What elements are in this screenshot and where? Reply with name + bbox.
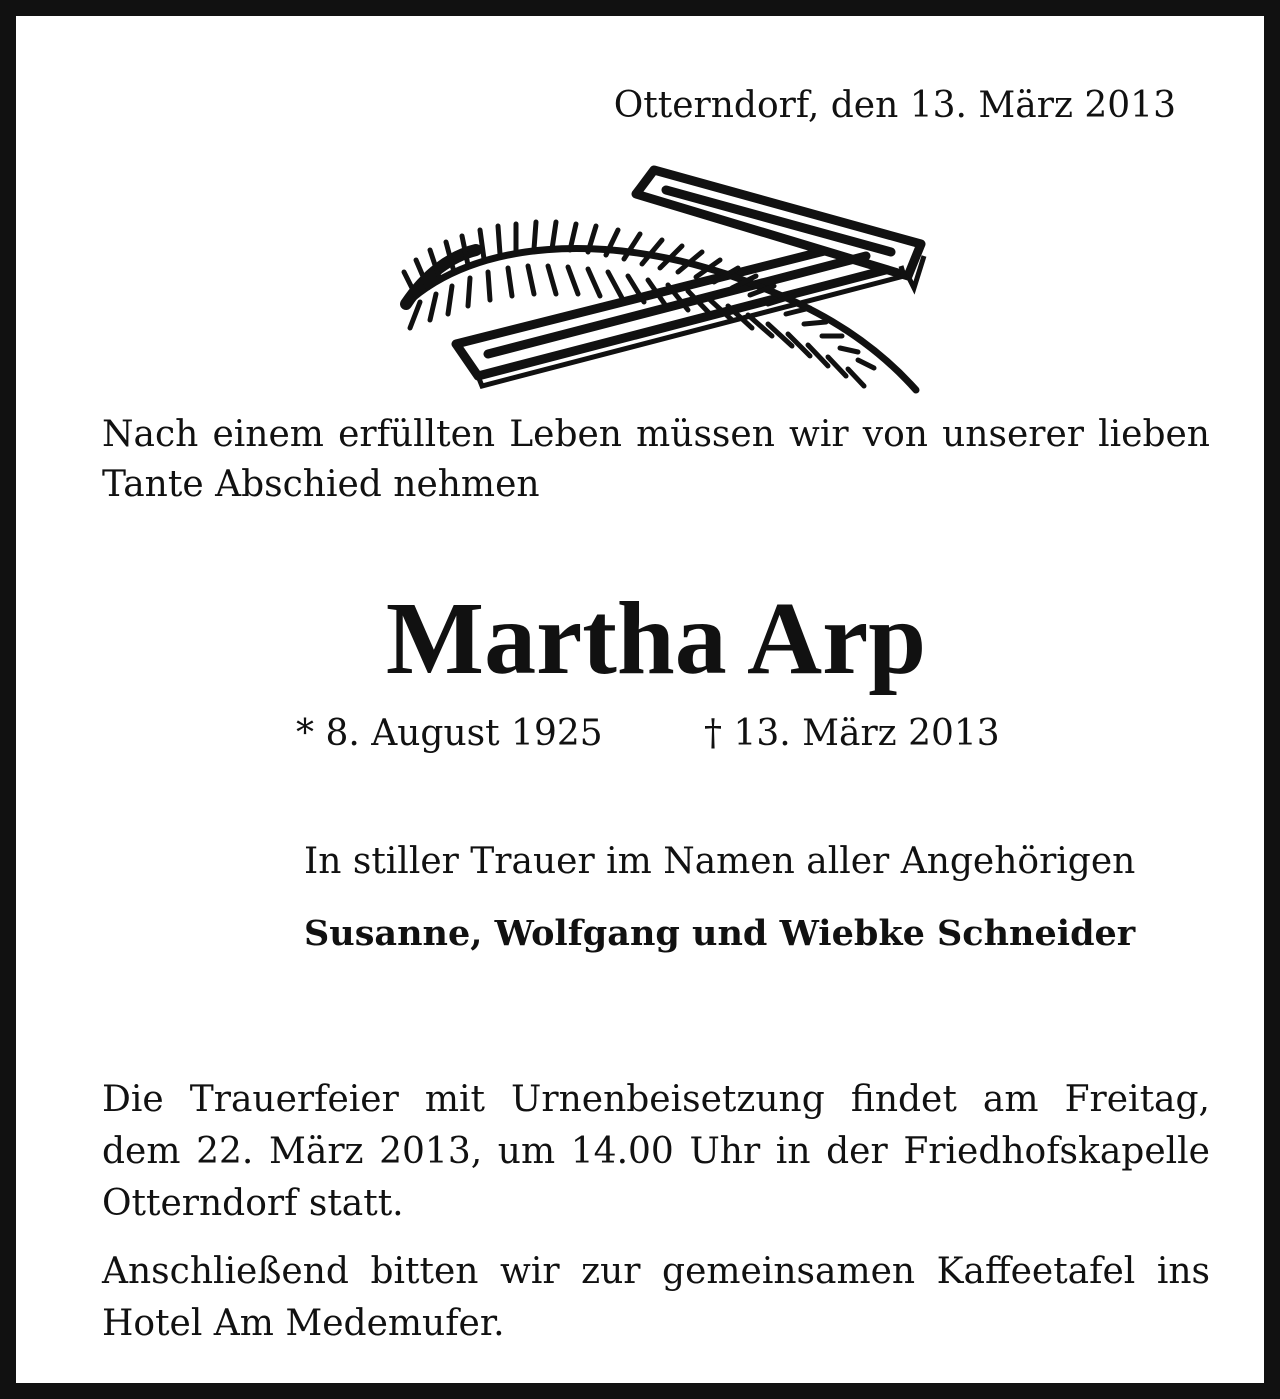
death-date: † 13. März 2013 xyxy=(704,713,1000,754)
intro-text: Nach einem erfüllten Leben müssen wir von unserer lieben Tante Abschied nehmen xyxy=(102,414,1210,505)
funeral-service-info: Die Trauerfeier mit Urnenbeisetzung findet am Freitag, dem 22. März 2013, um 14.00 Uhr in der Friedhofskapelle Otterndorf statt. xyxy=(102,1079,1210,1224)
reception-info: Anschließend bitten wir zur gemeinsamen Kaffeetafel ins Hotel Am Medemufer. xyxy=(102,1251,1210,1344)
birth-date: * 8. August 1925 xyxy=(296,713,603,754)
cross-with-palm-frond-icon xyxy=(396,164,931,396)
family-names: Susanne, Wolfgang und Wiebke Schneider xyxy=(304,913,1136,954)
deceased-name: Martha Arp xyxy=(385,581,927,696)
place-date: Otterndorf, den 13. März 2013 xyxy=(613,85,1176,126)
mourning-line: In stiller Trauer im Namen aller Angehörigen xyxy=(304,841,1136,882)
